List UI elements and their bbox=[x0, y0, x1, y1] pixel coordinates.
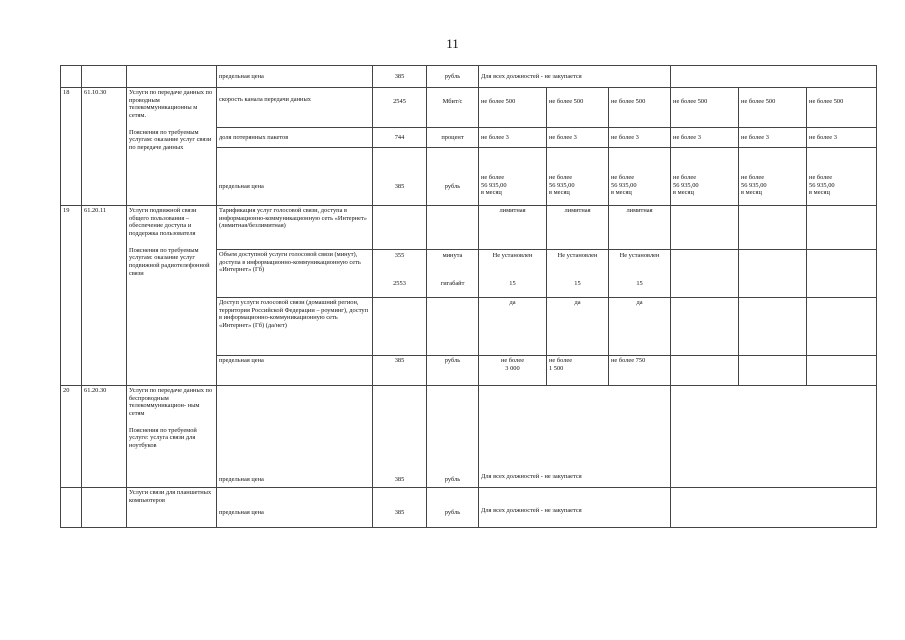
value-cell: не более 500 bbox=[479, 88, 547, 128]
value-cell: лимитная bbox=[479, 206, 547, 250]
char-cell: предельная цена bbox=[217, 356, 373, 386]
value-cell: не более 500 bbox=[547, 88, 609, 128]
page-number: 11 bbox=[446, 36, 459, 51]
okpd-code: 61.10.30 bbox=[82, 88, 127, 206]
value-cell: не более 750 bbox=[609, 356, 671, 386]
value-cell: не более 3 bbox=[547, 128, 609, 148]
value-cell: не более 500 bbox=[671, 88, 739, 128]
merged-value-cell: Для всех должностей - не закупается bbox=[479, 386, 671, 488]
okei-code-cell: 385 bbox=[373, 148, 427, 206]
service-name-cell bbox=[127, 386, 217, 488]
char-cell: доля потерянных пакетов bbox=[217, 128, 373, 148]
table-row bbox=[61, 206, 877, 250]
service-name: Услуги по передаче данных по беспроводным телекоммуникацион- ным сетям bbox=[129, 387, 213, 418]
service-name-cell bbox=[127, 206, 217, 386]
okpd-code: 61.20.11 bbox=[82, 206, 127, 386]
value-cell: не более 56 935,00 в месяц bbox=[739, 148, 807, 206]
service-name: Услуги по передаче данных по проводным телекоммуникационны м сетям. bbox=[129, 89, 213, 120]
char-cell: Доступ услуги голосовой связи (домашний регион, территория Российской Федерации – роуминг), доступ в информационно-коммуникационную сеть «Интернет» (Гб) (да/нет) bbox=[217, 298, 373, 356]
value-cell: не более 56 935,00 в месяц bbox=[609, 148, 671, 206]
okei-code-cell: 385 bbox=[373, 356, 427, 386]
value-cell: не более 500 bbox=[609, 88, 671, 128]
row-number: 18 bbox=[61, 88, 82, 206]
value-cell: да bbox=[547, 298, 609, 356]
table-row bbox=[61, 386, 877, 488]
okei-code-cell: 385 bbox=[373, 488, 427, 528]
value-cell: не более 3 bbox=[807, 128, 877, 148]
value-cell: не более 3 000 bbox=[479, 356, 547, 386]
value-cell: не более 3 bbox=[479, 128, 547, 148]
value-cell: не более 56 935,00 в месяц bbox=[547, 148, 609, 206]
table-row bbox=[61, 488, 877, 528]
char-cell: Тарификация услуг голосовой связи, доступа в информационно-коммуникационную сеть «Интернет» (лимитная/безлимитная) bbox=[217, 206, 373, 250]
service-explanation: Пояснения по требуемой услуге: услуга связи для ноутбуков bbox=[129, 426, 197, 450]
char-cell: предельная цена bbox=[217, 488, 373, 528]
value-cell: не более 500 bbox=[807, 88, 877, 128]
value-cell: Не установлен 15 bbox=[547, 250, 609, 298]
okei-code-cell: 355 2553 bbox=[373, 250, 427, 298]
okei-code-cell: 385 bbox=[373, 66, 427, 88]
unit-cell: Мбит/с bbox=[427, 88, 479, 128]
document-table-wrapper bbox=[60, 65, 876, 528]
unit-cell: рубль bbox=[427, 386, 479, 488]
value-cell: не более 3 bbox=[739, 128, 807, 148]
value-cell: не более 56 935,00 в месяц bbox=[479, 148, 547, 206]
table-row bbox=[61, 88, 877, 128]
service-name: Услуги подвижной связи общего пользования – обеспечение доступа и поддержка пользователя bbox=[129, 207, 197, 238]
row-number: 20 bbox=[61, 386, 82, 488]
service-explanation: Пояснения по требуемым услугам: оказание услуг связи по передаче данных bbox=[129, 128, 212, 152]
value-cell: не более 500 bbox=[739, 88, 807, 128]
char-cell: предельная цена bbox=[217, 386, 373, 488]
value-cell: не более 1 500 bbox=[547, 356, 609, 386]
value-cell: лимитная bbox=[609, 206, 671, 250]
unit-cell: рубль bbox=[427, 488, 479, 528]
okei-code-cell: 2545 bbox=[373, 88, 427, 128]
unit-cell: процент bbox=[427, 128, 479, 148]
okei-code-cell: 385 bbox=[373, 386, 427, 488]
char-cell: Объем доступной услуги голосовой связи (минут), доступа в информационно-коммуникационную сеть «Интернет» (Гб) bbox=[217, 250, 373, 298]
unit-cell: рубль bbox=[427, 356, 479, 386]
unit-cell: минута гигабайт bbox=[427, 250, 479, 298]
value-cell: лимитная bbox=[547, 206, 609, 250]
char-cell: предельная цена bbox=[217, 66, 373, 88]
merged-value-cell: Для всех должностей - не закупается bbox=[479, 66, 671, 88]
value-cell: Не установлен 15 bbox=[479, 250, 547, 298]
char-cell: скорость канала передачи данных bbox=[217, 88, 373, 128]
value-cell: да bbox=[609, 298, 671, 356]
service-explanation: Пояснения по требуемым услугам: оказание услуг подвижной радиотелефонной связи bbox=[129, 246, 210, 277]
value-cell: не более 3 bbox=[671, 128, 739, 148]
value-cell: да bbox=[479, 298, 547, 356]
value-cell: Не установлен 15 bbox=[609, 250, 671, 298]
char-cell: предельная цена bbox=[217, 148, 373, 206]
unit-cell: рубль bbox=[427, 66, 479, 88]
row-number: 19 bbox=[61, 206, 82, 386]
table-row bbox=[61, 66, 877, 88]
unit-cell: рубль bbox=[427, 148, 479, 206]
okei-code-cell: 744 bbox=[373, 128, 427, 148]
service-name-cell bbox=[127, 88, 217, 206]
value-cell: не более 56 935,00 в месяц bbox=[807, 148, 877, 206]
value-cell: не более 3 bbox=[609, 128, 671, 148]
okpd-code: 61.20.30 bbox=[82, 386, 127, 488]
characteristics-table bbox=[60, 65, 877, 528]
merged-value-cell: Для всех должностей - не закупается bbox=[479, 488, 671, 528]
service-name: Услуги связи для планшетных компьютеров bbox=[127, 488, 217, 528]
value-cell: не более 56 935,00 в месяц bbox=[671, 148, 739, 206]
